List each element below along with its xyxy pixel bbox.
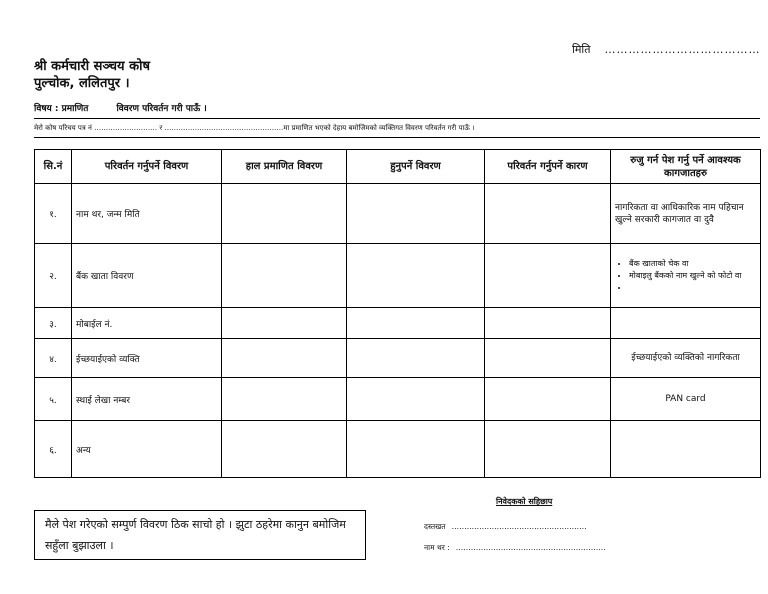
row-detail: अन्य [72, 421, 222, 478]
required-value-cell[interactable] [347, 308, 485, 339]
row-sn: ३. [35, 308, 72, 339]
required-value-cell[interactable] [347, 244, 485, 308]
addressee [34, 58, 150, 92]
row-documents: PAN card [611, 378, 761, 421]
name-label: नाम थर : [424, 543, 450, 552]
row-detail: ईच्छयाईएको व्यक्ति [72, 339, 222, 378]
signature-dots: ……………………………………………… [451, 522, 587, 531]
row-documents: नागरिकता वा आधिकारिक नाम पहिचान खुल्ने सरकारी कागजात वा दुवै [611, 184, 761, 244]
header-detail: परिवर्तन गर्नुपर्ने विवरण [72, 150, 222, 184]
divider-bottom [34, 137, 760, 138]
bullet-item [629, 282, 756, 294]
date-dots: ………………………………… [604, 43, 761, 56]
table-row [35, 308, 761, 339]
header-reason: परिवर्तन गर्नुपर्ने कारण [485, 150, 611, 184]
header-required: हुनुपर्ने विवरण [347, 150, 485, 184]
row-detail: मोबाईल नं. [72, 308, 222, 339]
required-value-cell[interactable] [347, 378, 485, 421]
signature-label: दस्तखत [424, 522, 446, 531]
reason-cell[interactable] [485, 308, 611, 339]
row-documents [611, 244, 761, 308]
row-sn: १. [35, 184, 72, 244]
row-sn: २. [35, 244, 72, 308]
required-value-cell[interactable] [347, 421, 485, 478]
signature-heading: निवेदकको सहिछाप [496, 497, 553, 506]
row-documents [611, 308, 761, 339]
signature-line [424, 522, 587, 532]
row-sn: ६. [35, 421, 72, 478]
name-dots: …………………………………………………… [455, 543, 606, 552]
reason-cell[interactable] [485, 378, 611, 421]
header-current: हाल प्रमाणित विवरण [222, 150, 347, 184]
current-value-cell[interactable] [222, 308, 347, 339]
row-documents [611, 421, 761, 478]
table-row [35, 184, 761, 244]
intro-text: मेरो कोष परिचय पत्र नं ……………………… र ……………………………………………मा प्रमाणित भएको देहाय बमोजिमको व्यक्तिगत विवरण परिवर्तन गरी पाऊँ । [34, 124, 475, 132]
org-address: पुल्चोक, ललितपुर । [34, 76, 130, 91]
row-detail: स्थाई लेखा नम्बर [72, 378, 222, 421]
name-line [424, 543, 606, 553]
table-row [35, 244, 761, 308]
org-name: श्री कर्मचारी सञ्चय कोष [34, 59, 150, 74]
date-label: मिति [572, 43, 591, 56]
reason-cell[interactable] [485, 184, 611, 244]
current-value-cell[interactable] [222, 339, 347, 378]
current-value-cell[interactable] [222, 421, 347, 478]
current-value-cell[interactable] [222, 378, 347, 421]
table-row [35, 378, 761, 421]
subject-label: विषय : प्रमाणित [34, 104, 89, 114]
change-request-table [34, 149, 761, 478]
current-value-cell[interactable] [222, 244, 347, 308]
subject-text: विवरण परिवर्तन गरी पाऊँ । [116, 104, 207, 114]
reason-cell[interactable] [485, 244, 611, 308]
subject-line [34, 101, 207, 114]
declaration-box: मैले पेश गरेएको सम्पुर्ण विवरण ठिक साचो हो । झुटा ठहरेमा कानुन बमोजिम सहुँला बुझाउला । [34, 510, 366, 560]
bullet-item: • मोबाइलु बैंकको नाम खुल्ने को फोटो वा [629, 270, 756, 282]
row-documents: ईच्छयाईएको व्यक्तिको नागरिकता [611, 339, 761, 378]
date-line [572, 42, 761, 57]
documents-bullet-list [615, 258, 756, 294]
table-row [35, 339, 761, 378]
row-sn: ५. [35, 378, 72, 421]
current-value-cell[interactable] [222, 184, 347, 244]
row-detail: नाम थर, जन्म मिति [72, 184, 222, 244]
reason-cell[interactable] [485, 339, 611, 378]
divider-top [34, 118, 760, 119]
reason-cell[interactable] [485, 421, 611, 478]
table-header-row [35, 150, 761, 184]
bullet-item: • बैंक खाताको चेक वा [629, 258, 756, 270]
row-sn: ४. [35, 339, 72, 378]
header-documents: रुजु गर्न पेश गर्नु पर्ने आवश्यक कागजातहरु [611, 150, 761, 184]
required-value-cell[interactable] [347, 339, 485, 378]
row-detail: बैंक खाता विवरण [72, 244, 222, 308]
required-value-cell[interactable] [347, 184, 485, 244]
table-row [35, 421, 761, 478]
header-sn: सि.नं [35, 150, 72, 184]
